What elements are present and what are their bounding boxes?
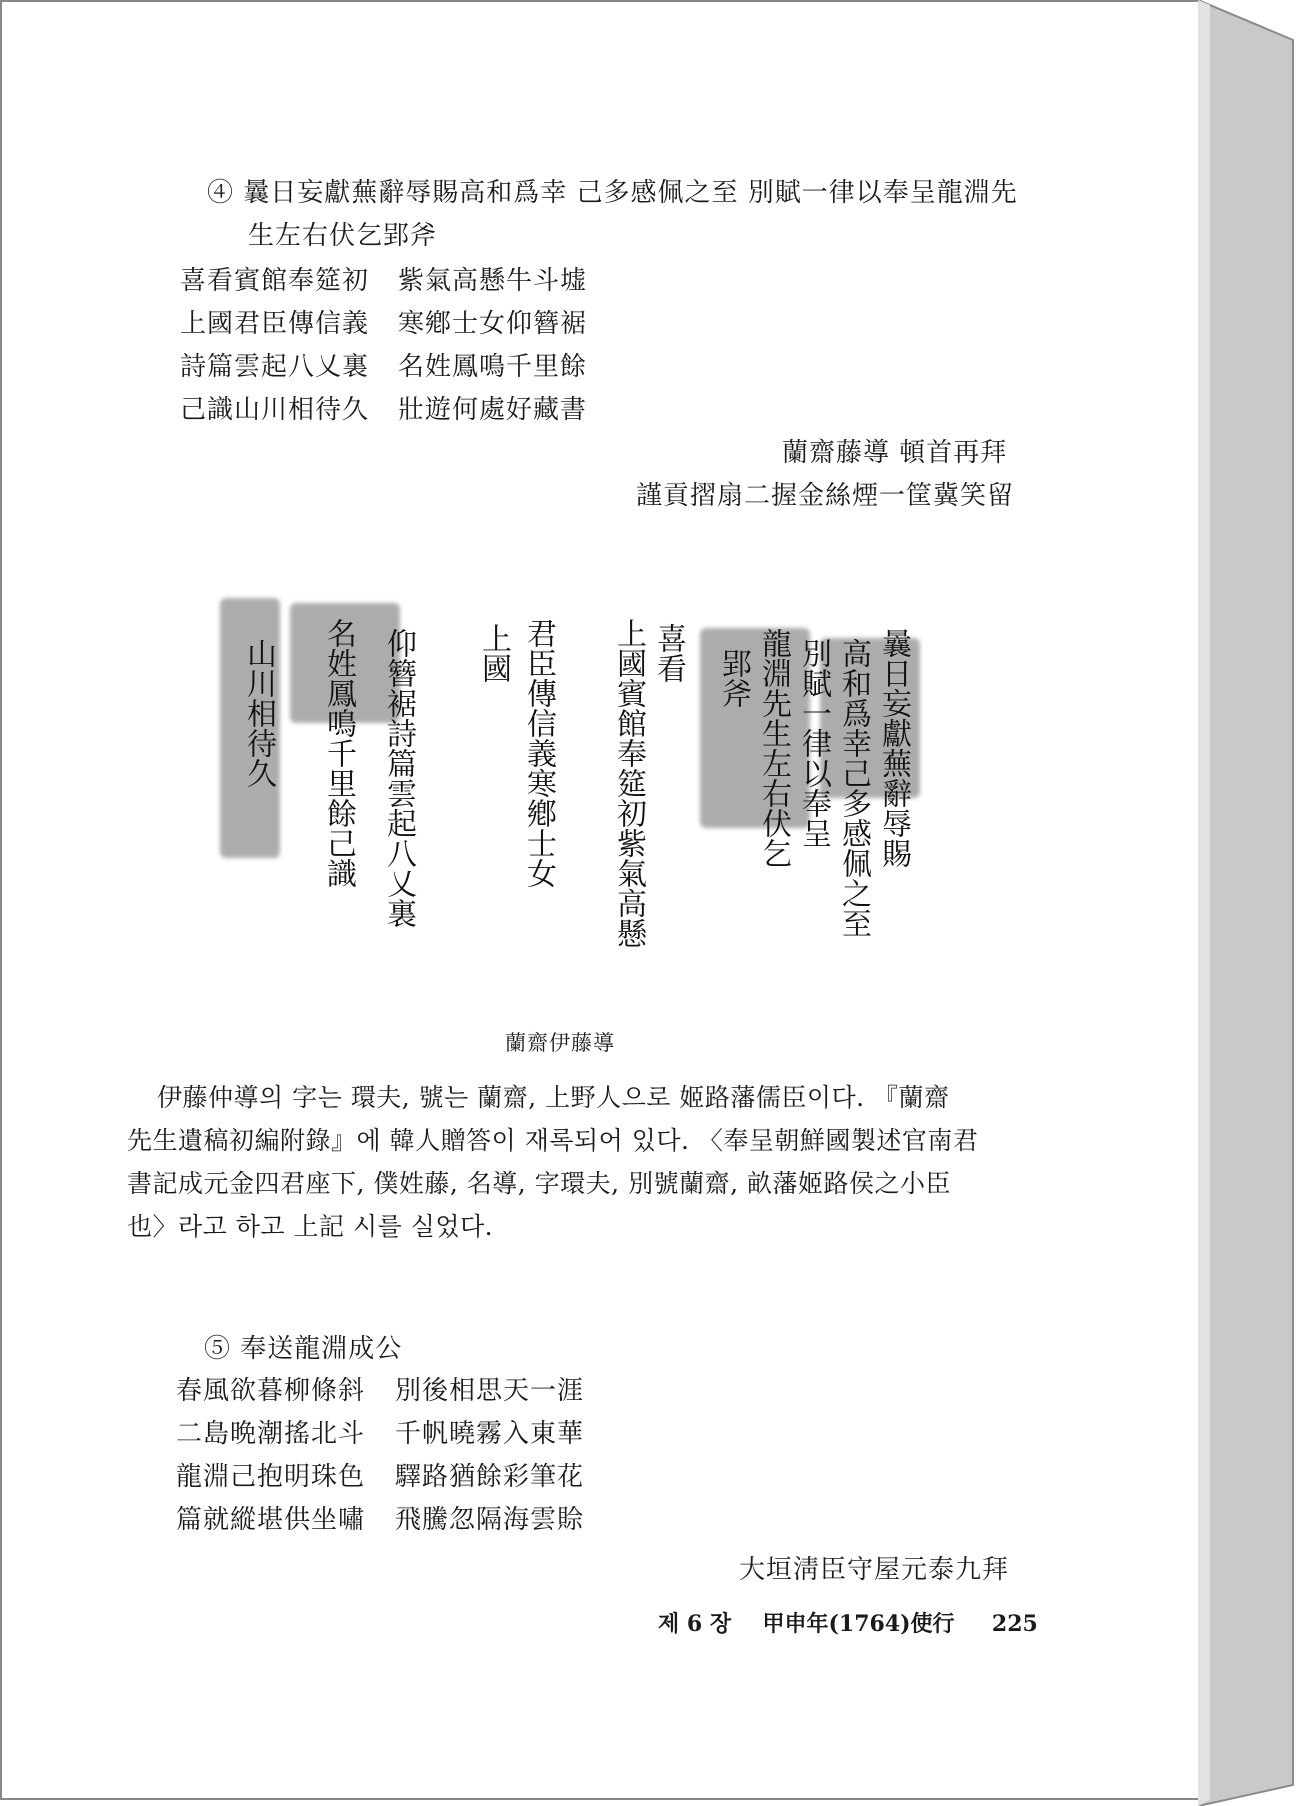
manuscript-column: 山川相待久 xyxy=(241,638,276,788)
poem4-note: 謹貢摺扇二握金絲煙一筐冀笑留 xyxy=(636,481,1015,511)
poem4-line-b: 名姓鳳鳴千里餘 xyxy=(398,352,588,382)
poem4-heading-line1: ④ 曩日妄獻蕪辭辱賜高和爲幸 己多感佩之至 別賦一律以奉呈龍淵先 xyxy=(207,178,1018,208)
poem5-line-a: 二島晩潮搖北斗 xyxy=(176,1419,366,1449)
prose-line: 書記成元金四君座下, 僕姓藤, 名導, 字環夫, 別號蘭齋, 畝藩姬路侯之小臣 xyxy=(127,1169,951,1198)
manuscript-column: 仰簪裾詩篇雲起八乂裏 xyxy=(381,628,416,928)
manuscript-column: 上國 xyxy=(476,623,511,683)
poem4-line-a: 喜看賓館奉筵初 xyxy=(180,266,370,296)
poem4-line-b: 紫氣高懸牛斗墟 xyxy=(398,266,588,296)
manuscript-column: 郢斧 xyxy=(716,648,751,708)
poem4-heading-line2: 生左右伏乞郢斧 xyxy=(248,221,438,251)
poem5-line-b: 飛騰忽隔海雲賒 xyxy=(395,1505,585,1535)
footer-chapter: 제 6 장 xyxy=(658,1611,732,1637)
manuscript-column: 上國賓館奉筵初紫氣高懸 xyxy=(611,618,646,948)
manuscript-column: 喜看 xyxy=(651,623,686,683)
manuscript-column: 名姓鳳鳴千里餘己識 xyxy=(321,618,356,888)
poem5-line-b: 千帆曉霧入東華 xyxy=(395,1419,585,1449)
manuscript-column: 君臣傳信義寒鄕士女 xyxy=(521,618,556,888)
poem5-heading: ⑤ 奉送龍淵成公 xyxy=(204,1334,403,1364)
prose-line: 也〉라고 하고 上記 시를 실었다. xyxy=(127,1212,494,1241)
prose-line: 伊藤仲導의 字는 環夫, 號는 蘭齋, 上野人으로 姬路藩儒臣이다. 『蘭齋 xyxy=(157,1083,950,1112)
manuscript-column: 別賦一律以奉呈 xyxy=(796,638,831,848)
prose-line: 先生遺稿初編附錄』에 韓人贈答이 재록되어 있다. 〈奉呈朝鮮國製述官南君 xyxy=(127,1126,979,1155)
poem4-line-b: 寒鄕士女仰簪裾 xyxy=(398,309,588,339)
manuscript-column: 曩日妄獻蕪辭辱賜 xyxy=(876,628,911,868)
poem5-line-a: 篇就縱堪供坐嘯 xyxy=(176,1505,366,1535)
poem4-line-b: 壯遊何處好藏書 xyxy=(398,395,588,425)
poem5-line-a: 春風欲暮柳條斜 xyxy=(176,1376,366,1406)
poem5-line-a: 龍淵己抱明珠色 xyxy=(176,1462,366,1492)
manuscript-column: 高和爲幸己多感佩之至 xyxy=(836,638,871,938)
manuscript-image xyxy=(220,598,925,1013)
poem4-signature: 蘭齋藤導 頓首再拜 xyxy=(782,438,1008,468)
footer-title: 甲申年(1764)使行 xyxy=(762,1611,955,1637)
page-footer xyxy=(658,1607,1038,1638)
poem4-line-a: 上國君臣傳信義 xyxy=(180,309,370,339)
manuscript-column: 龍淵先生左右伏乞 xyxy=(756,628,791,868)
poem4-line-a: 詩篇雲起八乂裏 xyxy=(180,352,370,382)
book-spine xyxy=(1198,0,1308,1806)
page-number: 225 xyxy=(991,1611,1038,1637)
poem5-line-b: 別後相思天一涯 xyxy=(395,1376,585,1406)
poem5-line-b: 驛路猶餘彩筆花 xyxy=(395,1462,585,1492)
manuscript-caption: 蘭齋伊藤導 xyxy=(505,1031,615,1055)
poem4-line-a: 己識山川相待久 xyxy=(180,395,370,425)
poem5-signature: 大垣淸臣守屋元泰九拜 xyxy=(739,1555,1010,1585)
